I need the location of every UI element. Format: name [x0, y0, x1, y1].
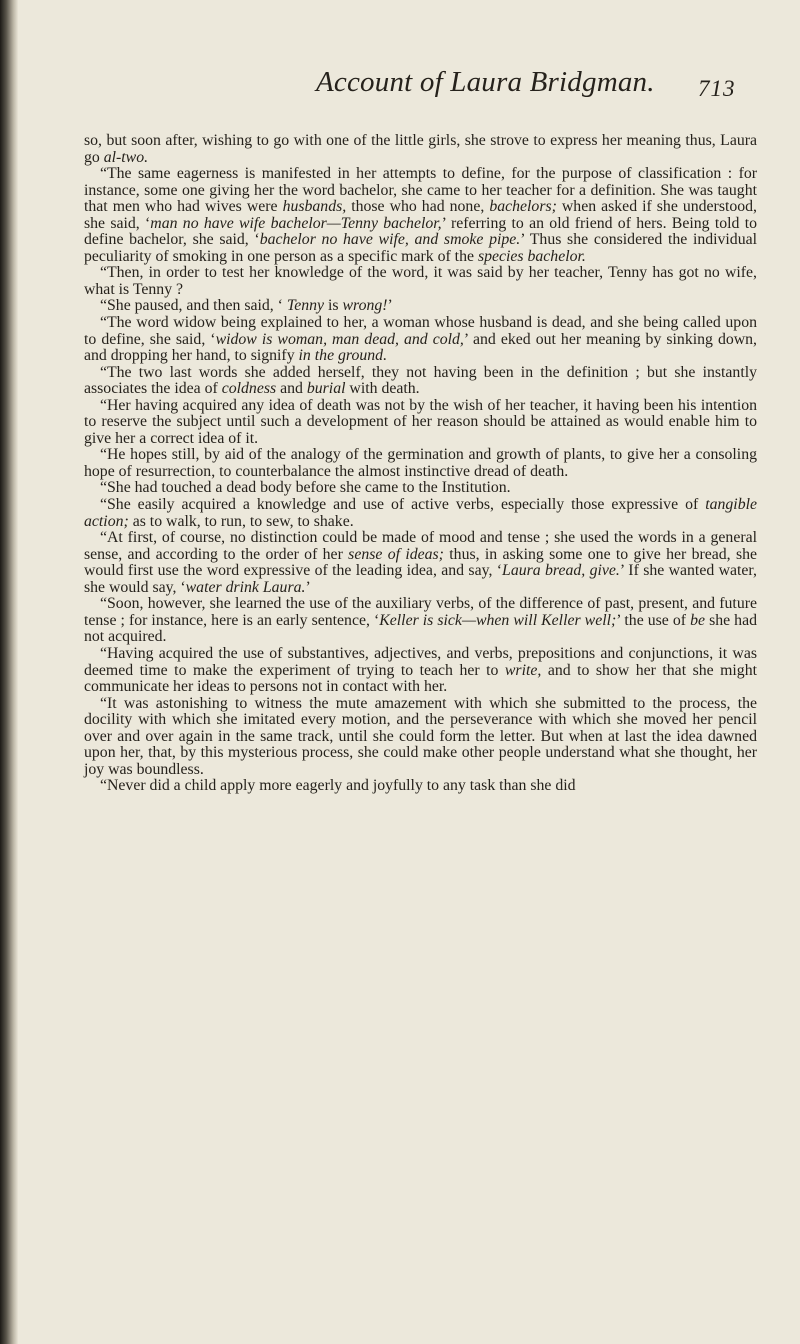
paragraph: “The two last words she added herself, they not having been in the definition ; but she instantly associates the idea of coldness and burial with death.	[84, 363, 757, 398]
paragraph: “The word widow being explained to her, a woman whose husband is dead, and she being called upon to define, she said, ‘widow is woman, man dead, and cold,’ and eked out her meaning by sinking down, and dropping her hand, to signify in the ground.	[84, 314, 757, 365]
paragraph: “The same eagerness is manifested in her attempts to define, for the purpose of classification : for instance, some one giving her the word bachelor, she came to her teacher for a definition. She was taught that men who had wives were husbands, those who had none, bachelors; when asked if she understood, she said, ‘man no have wife bachelor—Tenny bachelor,’ referring to an old friend of hers. Being told to define bachelor, she said, ‘bachelor no have wife, and smoke pipe.’ Thus she considered the individual peculiarity of smoking in one person as a specific mark of the species bachelor.	[84, 165, 758, 265]
paragraph: “Soon, however, she learned the use of the auxiliary verbs, of the difference of past, present, and future tense ; for instance, here is an early sentence, ‘Keller is sick—when will Keller well;’ the use of be she had not acquired.	[84, 595, 757, 646]
running-title: Account of Laura Bridgman.	[316, 66, 655, 98]
paragraph: “She paused, and then said, ‘ Tenny is wrong!’	[100, 297, 393, 315]
paragraph: “Having acquired the use of substantives, adjectives, and verbs, prepositions and conjunctions, it was deemed time to make the experiment of trying to teach her to write, and to show her that she might communicate her ideas to persons not in contact with her.	[84, 644, 757, 696]
paragraph: “He hopes still, by aid of the analogy of the germination and growth of plants, to give her a consoling hope of resurrection, to counterbalance the almost instinctive dread of death.	[84, 446, 757, 480]
paragraph: “She easily acquired a knowledge and use of active verbs, especially those expressive of tangible action; as to walk, to run, to sew, to shake.	[84, 496, 757, 530]
paragraph: so, but soon after, wishing to go with one of the little girls, she strove to express her meaning thus, Laura go al-two.	[84, 132, 757, 166]
paragraph: “Her having acquired any idea of death was not by the wish of her teacher, it having been his intention to reserve the subject until such a development of her reason should be attained as would enable him to give her a correct idea of it.	[84, 396, 757, 447]
paragraph: “She had touched a dead body before she came to the Institution.	[100, 479, 511, 497]
page-header	[18, 66, 800, 116]
body-text	[84, 133, 757, 795]
paragraph: “Never did a child apply more eagerly and joyfully to any task than she did	[100, 777, 576, 795]
paragraph: “At first, of course, no distinction could be made of mood and tense ; she used the words in a general sense, and according to the order of her sense of ideas; thus, in asking some one to give her bread, she would first use the word expressive of the leading idea, and say, ‘Laura bread, give.’ If she wanted water, she would say, ‘water drink Laura.’	[84, 529, 757, 596]
page-number: 713	[698, 76, 736, 101]
book-page	[18, 0, 800, 1344]
binding-shadow	[0, 0, 18, 1344]
paragraph: “It was astonishing to witness the mute amazement with which she submitted to the process, the docility with which she imitated every motion, and the perseverance with which she moved her pencil over and over again in the same track, until she could form the letter. But when at last the idea dawned upon her, that, by this mysterious process, she could make other people understand what she thought, her joy was boundless.	[84, 694, 757, 778]
paragraph: “Then, in order to test her knowledge of the word, it was said by her teacher, Tenny has got no wife, what is Tenny ?	[84, 264, 757, 298]
